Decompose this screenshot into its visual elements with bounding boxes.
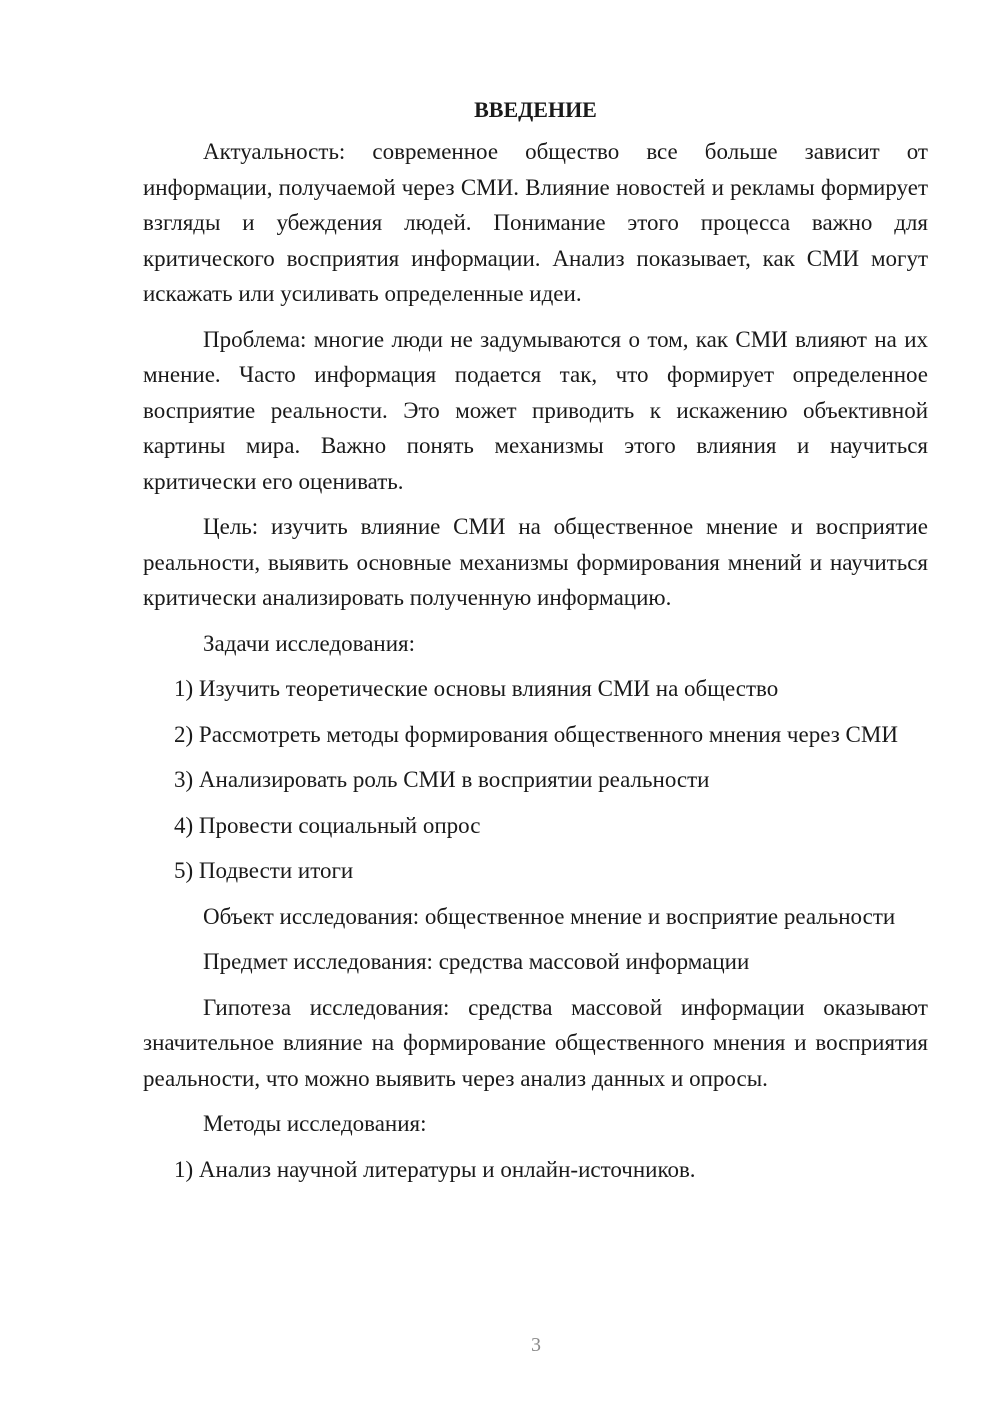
- goal-paragraph: Цель: изучить влияние СМИ на общественное мнение и восприятие реальности, выявить основные механизмы формирования мнений и научиться критически анализировать полученную информацию.: [143, 514, 928, 610]
- method-item: 1) Анализ научной литературы и онлайн-источников.: [174, 1156, 696, 1182]
- methods-title: Методы исследования:: [203, 1111, 427, 1136]
- tasks-title: Задачи исследования:: [203, 630, 416, 656]
- task-item: 5) Подвести итоги: [174, 858, 354, 883]
- subject-paragraph: Предмет исследования: средства массовой информации: [203, 949, 750, 974]
- relevance-paragraph: Актуальность: современное общество все больше зависит от информации, получаемой через СМИ. Влияние новостей и рекламы формирует взгляды и убеждения людей. Понимание этого процесса важно для критического восприятия информации. Анализ показывает, как СМИ могут искажать или усиливать определенные идеи.: [143, 139, 928, 306]
- task-item: 1) Изучить теоретические основы влияния СМИ на общество: [174, 676, 779, 701]
- task-item: 4) Провести социальный опрос: [174, 812, 481, 838]
- object-paragraph: Объект исследования: общественное мнение и восприятие реальности: [203, 903, 896, 929]
- task-item: 3) Анализировать роль СМИ в восприятии реальности: [174, 767, 710, 792]
- task-item: 2) Рассмотреть методы формирования общественного мнения через СМИ: [174, 721, 898, 747]
- page-number: 3: [531, 1334, 541, 1356]
- problem-paragraph: Проблема: многие люди не задумываются о том, как СМИ влияют на их мнение. Часто информация подается так, что формирует определенное восприятие реальности. Это может приводить к искажению объективной картины мира. Важно понять механизмы этого влияния и научиться критически его оценивать.: [143, 326, 928, 494]
- hypothesis-paragraph: Гипотеза исследования: средства массовой информации оказывают значительное влияние на формирование общественного мнения и восприятия реальности, что можно выявить через анализ данных и опросы.: [143, 994, 928, 1091]
- document-page: [143, 92, 928, 1197]
- section-heading: ВВЕДЕНИЕ: [474, 97, 597, 122]
